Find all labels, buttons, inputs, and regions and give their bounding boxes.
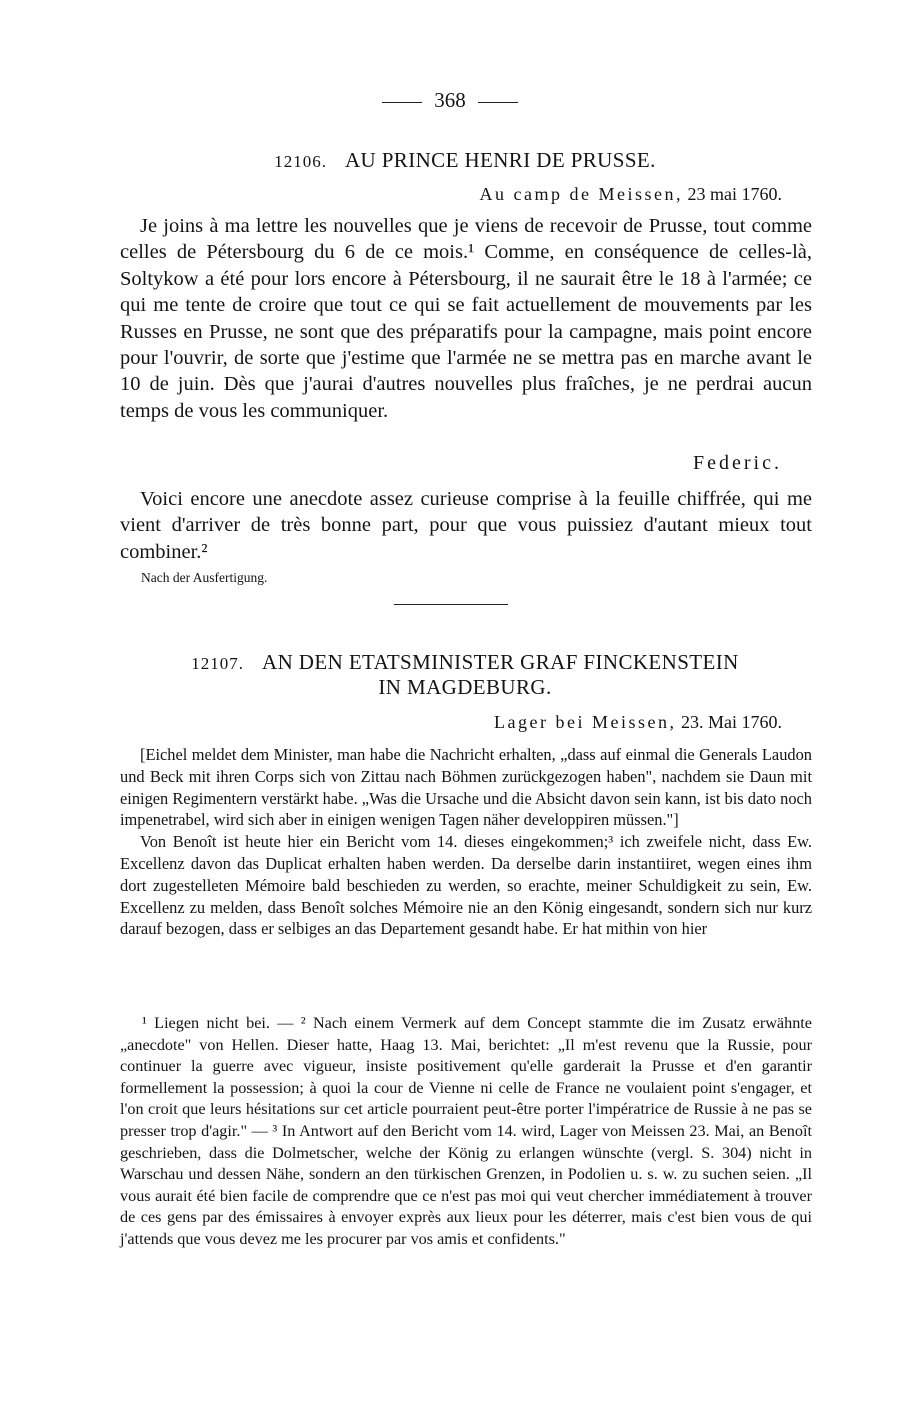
letter1-body bbox=[120, 213, 812, 424]
letter2-body bbox=[120, 744, 812, 940]
letter1-place: Au camp de Meissen, bbox=[479, 184, 683, 204]
page-number-dash-left bbox=[382, 102, 422, 103]
letter2-date: 23. Mai 1760. bbox=[681, 712, 782, 732]
letter1-title: AU PRINCE HENRI DE PRUSSE. bbox=[344, 148, 656, 172]
letter1-source-note: Nach der Ausfertigung. bbox=[141, 570, 268, 585]
page-number-text: 368 bbox=[434, 88, 466, 112]
letter1-heading bbox=[120, 148, 810, 173]
letter1-dateline bbox=[480, 184, 782, 205]
page-number-dash-right bbox=[478, 102, 518, 103]
letter2-number: 12107. bbox=[191, 654, 245, 673]
letter2-place: Lager bei Meissen, bbox=[494, 712, 677, 732]
letter1-paragraph-2: Voici encore une anecdote assez curieuse comprise à la feuille chiffrée, qui me vient d'arriver de très bonne part, pour que vous puissiez d'autant mieux tout combiner.² bbox=[120, 488, 812, 563]
section-divider bbox=[394, 604, 508, 605]
letter1-postscript bbox=[120, 486, 812, 565]
page-number bbox=[0, 88, 900, 113]
letter1-date: 23 mai 1760. bbox=[687, 184, 782, 204]
letter2-paragraph-2: Von Benoît ist heute hier ein Bericht vom 14. dieses eingekommen;³ ich zweifele nicht, dass Ew. Excellenz davon das Duplicat erhalten haben werden. Da derselbe darin instantiiret, wegen eines ihm dort zugestelleten Mémoire bald beschieden zu werden, so erachte, meiner Schuldigkeit zu sein, Ew. Excellenz zu melden, dass Benoît solches Mémoire nie an den König eingesandt, sondern sich nur kurz darauf bezogen, dass er selbiges an das Departement gesandt habe. Er hat mithin von hier bbox=[120, 832, 812, 939]
letter2-title-line2: IN MAGDEBURG. bbox=[378, 675, 552, 699]
letter2-title-line1: AN DEN ETATSMINISTER GRAF FINCKENSTEIN bbox=[262, 650, 739, 674]
footnotes-text: ¹ Liegen nicht bei. — ² Nach einem Vermerk auf dem Concept stammte die im Zusatz erwähnte „anecdote" von Hellen. Dieser hatte, Haag 13. Mai, berichtet: „Il m'est revenu que la Russie, pour continuer la guerre avec vigueur, insiste positivement qu'elle garderait la Prusse et d'en garantir formellement la possession; à quoi la cour de Vienne ni celle de France ne voulaient point s'engager, et l'on croit que leurs hésitations sur cet article pourraient peut-être porter l'impératrice de Russie à ne pas se presser trop d'agir." — ³ In Antwort auf den Bericht vom 14. wird, Lager von Meissen 23. Mai, an Benoît geschrieben, dass die Dolmetscher, welche der König zu erlangen wünschte (vergl. S. 304) nicht in Warschau und dessen Nähe, sondern an den türkischen Grenzen, in Podolien u. s. w. zu suchen seien. „Il vous aurait été bien facile de comprendre que ce n'est pas moi qui veut chercher immédiatement à trouver de ces gens par des émissaires à envoyer exprès aux lieux pour les déterrer, mais c'est bien vous de qui j'attends que vous devez me les procurer par vos amis et confidents." bbox=[120, 1014, 812, 1248]
letter2-paragraph-1: [Eichel meldet dem Minister, man habe die Nachricht erhalten, „dass auf einmal die Generals Laudon und Beck mit ihren Corps sich von Zittau nach Böhmen zurückgezogen haben", nachdem sie Daun mit einigen Regimentern verstärkt habe. „Was die Ursache und die Absicht davon sein kann, ist bis dato noch impenetrabel, wird sich aber in einigen wenigen Tagen näher developpiren müssen."] bbox=[120, 745, 812, 830]
letter2-heading-line1 bbox=[120, 650, 810, 675]
letter1-signature: Federic. bbox=[693, 452, 782, 474]
footnotes bbox=[120, 1013, 812, 1251]
letter2-dateline bbox=[494, 712, 782, 733]
letter1-number: 12106. bbox=[274, 152, 327, 171]
letter1-paragraph-1: Je joins à ma lettre les nouvelles que je viens de recevoir de Prusse, tout comme celles de Pétersbourg du 6 de ce mois.¹ Comme, en conséquence de celles-là, Soltykow a été pour lors encore à Pétersbourg, il ne saurait être le 18 à l'armée; ce qui me tente de croire que tout ce qui se fait actuellement de mouvements par les Russes en Prusse, ne sont que des préparatifs pour la campagne, mais point encore pour l'ouvrir, de sorte que j'estime que l'armée ne se mettra pas en marche avant le 10 de juin. Dès que j'aurai d'autres nouvelles plus fraîches, je ne perdrai aucun temps de vous les communiquer. bbox=[120, 215, 812, 422]
letter2-heading bbox=[120, 650, 810, 700]
